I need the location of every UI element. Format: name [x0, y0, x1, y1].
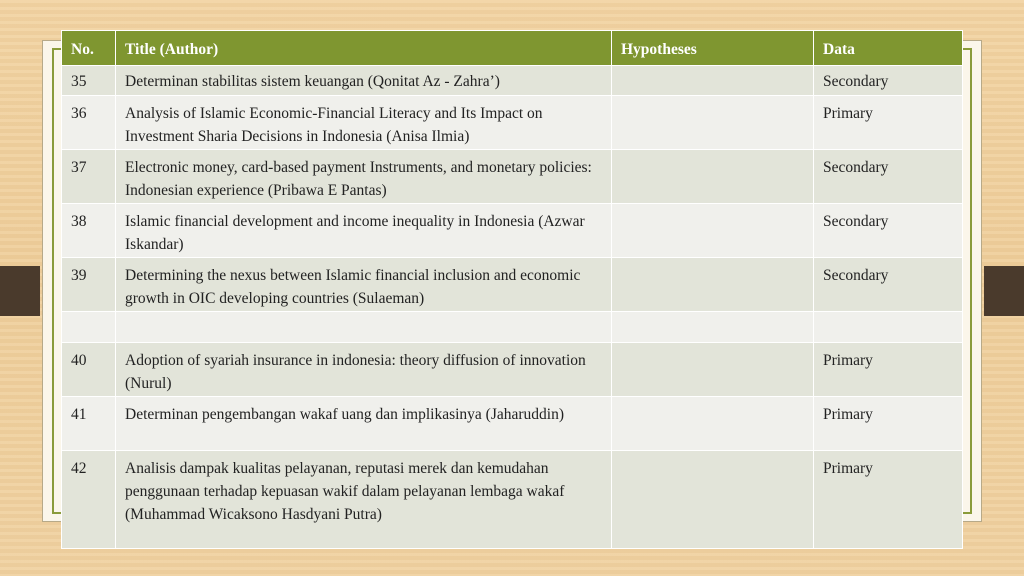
cell-no: 42 — [62, 451, 116, 549]
cell-no: 40 — [62, 343, 116, 397]
cell-hypotheses — [612, 451, 814, 549]
literature-table — [61, 30, 963, 549]
cell-no: 41 — [62, 397, 116, 451]
cell-no: 36 — [62, 96, 116, 150]
cell-hypotheses — [612, 343, 814, 397]
cell-data: Secondary — [814, 66, 963, 96]
table-row — [62, 204, 963, 258]
cell-title-author: Determinan stabilitas sistem keuangan (Qonitat Az - Zahra’) — [116, 66, 612, 96]
spacer-cell — [814, 312, 963, 343]
cell-data: Primary — [814, 343, 963, 397]
cell-hypotheses — [612, 258, 814, 312]
spacer-cell — [62, 312, 116, 343]
table-header-row — [62, 31, 963, 66]
right-decorative-band — [984, 266, 1024, 316]
header-title-author: Title (Author) — [116, 31, 612, 66]
table-row — [62, 66, 963, 96]
header-no: No. — [62, 31, 116, 66]
cell-hypotheses — [612, 96, 814, 150]
table-row — [62, 258, 963, 312]
cell-hypotheses — [612, 150, 814, 204]
table-row — [62, 343, 963, 397]
cell-no: 35 — [62, 66, 116, 96]
cell-data: Secondary — [814, 150, 963, 204]
table-row — [62, 96, 963, 150]
cell-hypotheses — [612, 66, 814, 96]
cell-title-author: Islamic financial development and income inequality in Indonesia (Azwar Iskandar) — [116, 204, 612, 258]
cell-hypotheses — [612, 397, 814, 451]
cell-no: 38 — [62, 204, 116, 258]
cell-no: 37 — [62, 150, 116, 204]
spacer-cell — [116, 312, 612, 343]
cell-title-author: Determinan pengembangan wakaf uang dan implikasinya (Jaharuddin) — [116, 397, 612, 451]
cell-title-author: Electronic money, card-based payment Instruments, and monetary policies: Indonesian experience (Pribawa E Pantas) — [116, 150, 612, 204]
cell-data: Primary — [814, 96, 963, 150]
header-data: Data — [814, 31, 963, 66]
cell-hypotheses — [612, 204, 814, 258]
cell-title-author: Adoption of syariah insurance in indonesia: theory diffusion of innovation (Nurul) — [116, 343, 612, 397]
cell-data: Secondary — [814, 258, 963, 312]
cell-title-author: Analisis dampak kualitas pelayanan, reputasi merek dan kemudahan penggunaan terhadap kepuasan wakif dalam pelayanan lembaga wakaf (Muhammad Wicaksono Hasdyani Putra) — [116, 451, 612, 549]
cell-no: 39 — [62, 258, 116, 312]
cell-data: Primary — [814, 397, 963, 451]
cell-title-author: Analysis of Islamic Economic-Financial Literacy and Its Impact on Investment Sharia Decisions in Indonesia (Anisa Ilmia) — [116, 96, 612, 150]
header-hypotheses: Hypotheses — [612, 31, 814, 66]
spacer-cell — [612, 312, 814, 343]
table-row — [62, 451, 963, 549]
cell-data: Secondary — [814, 204, 963, 258]
table-spacer-row — [62, 312, 963, 343]
cell-title-author: Determining the nexus between Islamic financial inclusion and economic growth in OIC developing countries (Sulaeman) — [116, 258, 612, 312]
cell-data: Primary — [814, 451, 963, 549]
table-row — [62, 150, 963, 204]
left-decorative-band — [0, 266, 40, 316]
table-row — [62, 397, 963, 451]
